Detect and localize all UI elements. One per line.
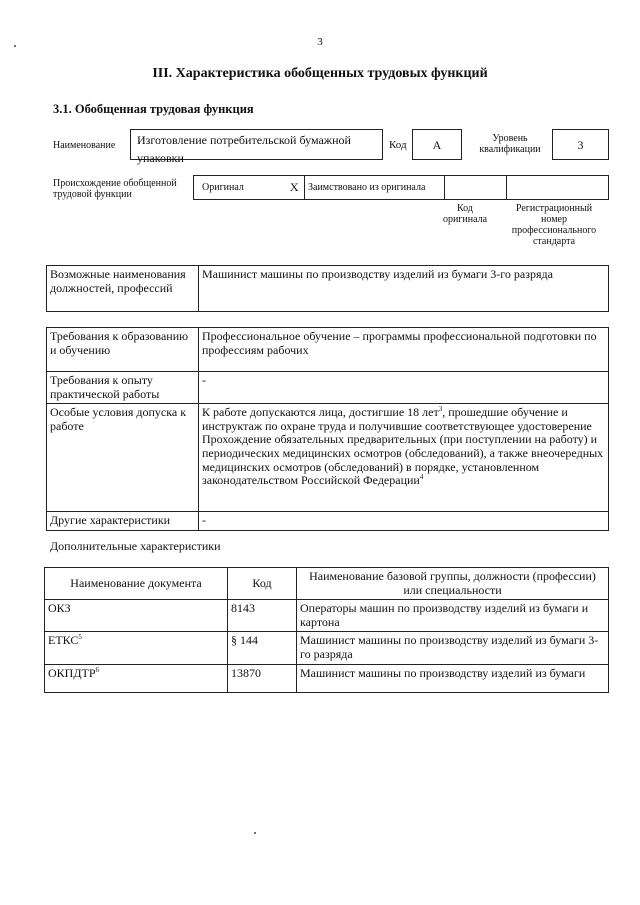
origin-label-line-1: Происхождение обобщенной [53, 178, 177, 189]
table-row [45, 600, 609, 632]
education-label: Требования к образованию и обучению [47, 328, 199, 372]
origin-label-line-2: трудовой функции [53, 189, 132, 200]
level-label-line-2: квалификации [479, 144, 541, 155]
special-conditions-value [199, 404, 609, 512]
origin-table [193, 175, 609, 200]
footnote-ref-4[interactable]: 4 [419, 473, 424, 482]
footnote-ref-6[interactable]: 6 [95, 665, 100, 674]
registration-caption-line-3: профессионального [511, 225, 597, 236]
other-characteristics-label: Другие характеристики [47, 512, 199, 531]
row-code: 8143 [228, 600, 297, 632]
code-label: Код [389, 139, 407, 151]
level-value: 3 [577, 138, 584, 152]
registration-caption-line-4: стандарта [532, 236, 576, 247]
row-name: Машинист машины по производству изделий из бумаги [297, 664, 609, 692]
original-code-cell [445, 176, 507, 200]
education-value: Профессиональное обучение – программы профессиональной подготовки по профессиям рабочих [199, 328, 609, 372]
level-label [470, 133, 550, 155]
special-conditions-text-1a: К работе допускаются лица, достигшие 18 лет [202, 405, 439, 420]
original-code-caption-line-2: оригинала [442, 214, 488, 225]
special-conditions-paragraph-2 [202, 433, 605, 487]
original-label: Оригинал [194, 176, 285, 200]
header-document: Наименование документа [45, 568, 228, 600]
requirements-table [46, 327, 609, 531]
header-name: Наименование базовой группы, должности (профессии) или специальности [297, 568, 609, 600]
table-row [45, 664, 609, 692]
row-document: ЕТКС [48, 633, 79, 648]
row-document: ОКЗ [48, 601, 71, 616]
experience-label: Требования к опыту практической работы [47, 372, 199, 404]
section-title: III. Характеристика обобщенных трудовых функций [152, 66, 488, 81]
function-name-box [130, 129, 383, 165]
origin-label [53, 178, 177, 200]
row-code: 13870 [228, 664, 297, 692]
footnote-ref-5[interactable]: 5 [78, 633, 82, 642]
code-box [412, 129, 462, 160]
special-conditions-text-1b: , прошедшие обучение и инструктаж по охране труда и получившие соответствующее удостоверение [202, 405, 592, 433]
footnote-ref-3[interactable]: 3 [438, 405, 443, 414]
subsection-title: 3.1. Обобщенная трудовая функция [53, 102, 254, 116]
positions-table [46, 265, 609, 312]
row-code: § 144 [228, 632, 297, 664]
positions-value: Машинист машины по производству изделий из бумаги 3-го разряда [199, 266, 609, 312]
additional-table [44, 567, 609, 693]
row-document: ОКПДТР [48, 665, 96, 680]
header-code: Код [228, 568, 297, 600]
level-box [552, 129, 609, 160]
row-name: Операторы машин по производству изделий из бумаги и картона [297, 600, 609, 632]
scan-dot [14, 45, 16, 47]
special-conditions-text-2: Прохождение обязательных предварительных (при поступлении на работу) и периодических медицинских осмотров (обследований), а также внеочередных медицинских осмотров (обследований) в порядке, установленном законодательством Российской Федерации [202, 432, 604, 488]
registration-caption-line-2: номер [541, 214, 567, 225]
original-code-caption [432, 203, 498, 225]
registration-caption [500, 203, 608, 247]
additional-title: Дополнительные характеристики [50, 539, 221, 553]
code-value: A [432, 138, 442, 152]
registration-caption-line-1: Регистрационный [515, 203, 593, 214]
scan-dot [254, 832, 256, 834]
experience-value: - [199, 372, 609, 404]
page-number: 3 [317, 36, 323, 48]
registration-number-cell [506, 176, 608, 200]
table-row [45, 632, 609, 664]
original-code-caption-line-1: Код [457, 203, 473, 214]
other-characteristics-value: - [199, 512, 609, 531]
borrowed-label: Заимствовано из оригинала [305, 176, 445, 200]
function-name-value: Изготовление потребительской бумажной упаковки [137, 133, 351, 165]
positions-label: Возможные наименования должностей, профессий [47, 266, 199, 312]
level-label-line-1: Уровень [492, 133, 528, 144]
special-conditions-label: Особые условия допуска к работе [47, 404, 199, 512]
original-mark: X [284, 176, 304, 200]
row-name: Машинист машины по производству изделий из бумаги 3-го разряда [297, 632, 609, 664]
name-label: Наименование [53, 140, 116, 151]
special-conditions-paragraph-1 [202, 406, 605, 433]
